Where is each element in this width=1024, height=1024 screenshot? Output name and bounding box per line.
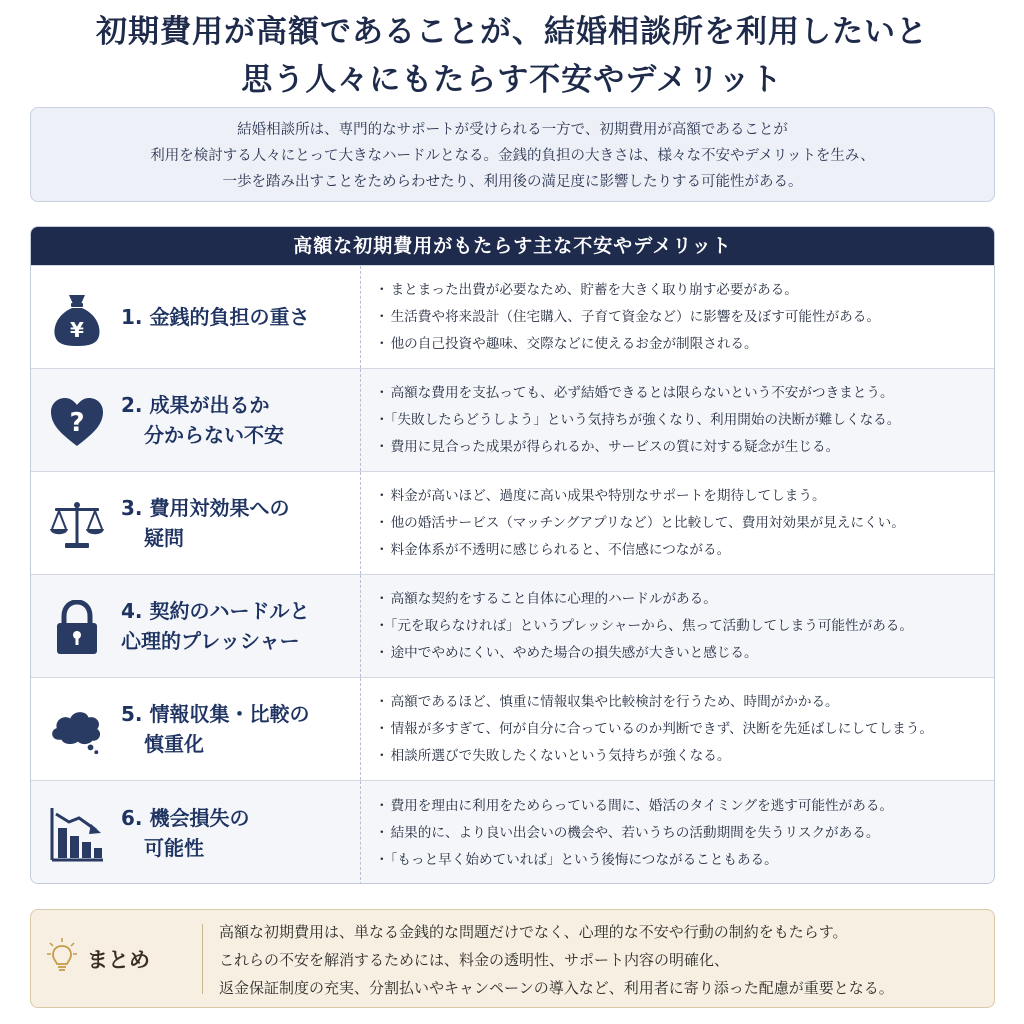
row-1-title: 1. 金銭的負担の重さ bbox=[121, 305, 310, 329]
row-6-bullet-1: ・ 費用を理由に利用をためらっている間に、婚活のタイミングを逃す可能性がある。 bbox=[375, 793, 994, 820]
section-header: 高額な初期費用がもたらす主な不安やデメリット bbox=[31, 227, 994, 265]
disadvantage-row-5 bbox=[31, 677, 994, 780]
heart-question-icon bbox=[49, 394, 105, 450]
row-1-bullet-1: ・ まとまった出費が必要なため、貯蓄を大きく取り崩す必要がある。 bbox=[375, 277, 994, 304]
summary-text bbox=[219, 918, 989, 1002]
row-3-bullet-1: ・ 料金が高いほど、過度に高い成果や特別なサポートを期待してしまう。 bbox=[375, 483, 994, 510]
row-6-bullet-2: ・ 結果的に、より良い出会いの機会や、若いうちの活動期間を失うリスクがある。 bbox=[375, 820, 994, 847]
row-4-bullet-2: ・ 「元を取らなければ」というプレッシャーから、焦って活動してしまう可能性がある。 bbox=[375, 613, 994, 640]
disadvantage-row-6 bbox=[31, 780, 994, 884]
declining-chart-icon bbox=[49, 806, 105, 862]
page-title bbox=[0, 8, 1024, 104]
title-line-2: 思う人々にもたらす不安やデメリット bbox=[241, 62, 783, 98]
row-2-bullet-2: ・ 「失敗したらどうしよう」という気持ちが強くなり、利用開始の決断が難しくなる。 bbox=[375, 407, 994, 434]
intro-line-3: 一歩を踏み出すことをためらわせたり、利用後の満足度に影響したりする可能性がある。 bbox=[222, 174, 803, 190]
intro-line-1: 結婚相談所は、専門的なサポートが受けられる一方で、初期費用が高額であることが bbox=[237, 122, 788, 138]
row-4-bullet-1: ・ 高額な契約をすること自体に心理的ハードルがある。 bbox=[375, 586, 994, 613]
row-4-title-line-1: 4. 契約のハードルと bbox=[121, 599, 310, 623]
row-6-title-line-1: 6. 機会損失の bbox=[121, 806, 250, 830]
row-3-bullet-3: ・ 料金体系が不透明に感じられると、不信感につながる。 bbox=[375, 537, 994, 564]
row-5-bullet-2: ・ 情報が多すぎて、何が自分に合っているのか判断できず、決断を先延ばしにしてしまう。 bbox=[375, 716, 994, 743]
title-line-1: 初期費用が高額であることが、結婚相談所を利用したいと bbox=[96, 14, 928, 50]
summary-label: まとめ bbox=[87, 946, 150, 972]
row-3-bullet-2: ・ 他の婚活サービス（マッチングアプリなど）と比較して、費用対効果が見えにくい。 bbox=[375, 510, 994, 537]
lock-icon bbox=[49, 600, 105, 656]
intro-line-2: 利用を検討する人々にとって大きなハードルとなる。金銭的負担の大きさは、様々な不安やデメリットを生み、 bbox=[150, 148, 875, 164]
svg-text:?: ? bbox=[69, 408, 85, 438]
summary-line-1: 高額な初期費用は、単なる金銭的な問題だけでなく、心理的な不安や行動の制約をもたらす。 bbox=[219, 923, 848, 941]
row-4-bullet-3: ・ 途中でやめにくい、やめた場合の損失感が大きいと感じる。 bbox=[375, 640, 994, 667]
row-4-title-line-2: 心理的プレッシャー bbox=[121, 629, 300, 653]
balance-scale-icon bbox=[49, 497, 105, 553]
row-5-bullet-3: ・ 相談所選びで失敗したくないという気持ちが強くなる。 bbox=[375, 743, 994, 770]
row-2-title-line-1: 2. 成果が出るか bbox=[121, 393, 270, 417]
row-5-title-line-2: 慎重化 bbox=[144, 732, 204, 756]
summary-divider bbox=[202, 924, 203, 994]
money-bag-yen-icon bbox=[49, 291, 105, 347]
summary-line-2: これらの不安を解消するためには、料金の透明性、サポート内容の明確化、 bbox=[219, 951, 730, 969]
intro-box bbox=[30, 107, 995, 202]
row-1-bullet-2: ・ 生活費や将来設計（住宅購入、子育て資金など）に影響を及ぼす可能性がある。 bbox=[375, 304, 994, 331]
row-6-bullet-3: ・ 「もっと早く始めていれば」という後悔につながることもある。 bbox=[375, 847, 994, 874]
row-2-bullet-1: ・ 高額な費用を支払っても、必ず結婚できるとは限らないという不安がつきまとう。 bbox=[375, 380, 994, 407]
disadvantage-row-3 bbox=[31, 471, 994, 574]
row-2-title-line-2: 分からない不安 bbox=[144, 423, 284, 447]
disadvantage-row-2 bbox=[31, 368, 994, 471]
summary-line-3: 返金保証制度の充実、分割払いやキャンペーンの導入など、利用者に寄り添った配慮が重要となる。 bbox=[219, 979, 894, 997]
row-2-bullet-3: ・ 費用に見合った成果が得られるか、サービスの質に対する疑念が生じる。 bbox=[375, 434, 994, 461]
svg-text:¥: ¥ bbox=[70, 318, 84, 342]
summary-box bbox=[30, 909, 995, 1008]
lightbulb-icon bbox=[47, 937, 77, 981]
row-3-title-line-2: 疑問 bbox=[144, 526, 184, 550]
row-5-bullet-1: ・ 高額であるほど、慎重に情報収集や比較検討を行うため、時間がかかる。 bbox=[375, 689, 994, 716]
disadvantage-row-1 bbox=[31, 265, 994, 368]
row-3-title-line-1: 3. 費用対効果への bbox=[121, 496, 290, 520]
row-1-bullet-3: ・ 他の自己投資や趣味、交際などに使えるお金が制限される。 bbox=[375, 331, 994, 358]
thought-cloud-icon bbox=[49, 703, 105, 759]
disadvantages-section bbox=[30, 226, 995, 884]
disadvantage-row-4 bbox=[31, 574, 994, 677]
row-5-title-line-1: 5. 情報収集・比較の bbox=[121, 702, 310, 726]
row-6-title-line-2: 可能性 bbox=[144, 836, 204, 860]
